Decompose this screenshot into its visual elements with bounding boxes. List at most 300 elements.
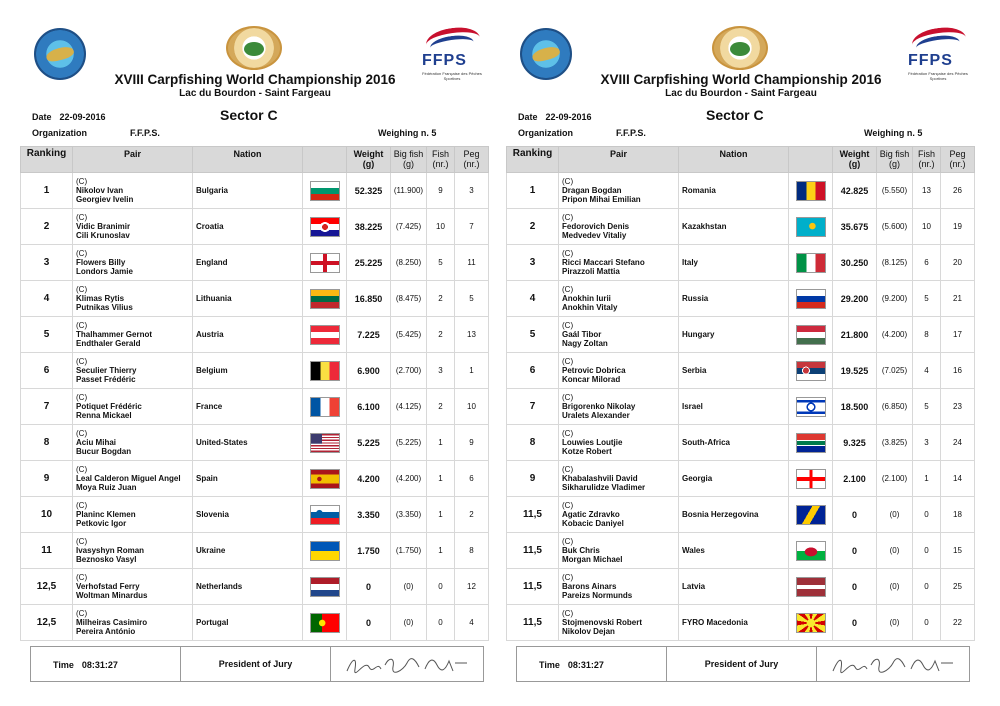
pair-cell (559, 461, 679, 497)
pair-cell (73, 533, 193, 569)
flag-cell (789, 533, 833, 569)
fish-count-cell: 0 (913, 605, 941, 641)
israel-flag-icon (796, 397, 826, 417)
championship-emblem-logo (712, 26, 768, 70)
flag-cell (789, 389, 833, 425)
flag-cell (303, 425, 347, 461)
results-sheet-left (20, 0, 490, 706)
weight-cell: 6.100 (347, 389, 391, 425)
pair-member-1: Louwies Loutjie (562, 438, 623, 447)
wales-flag-icon (796, 541, 826, 561)
pair-member-1: Stojmenovski Robert (562, 618, 643, 627)
rank-cell: 4 (507, 281, 559, 317)
nation-cell: Bulgaria (193, 173, 303, 209)
weight-cell: 7.225 (347, 317, 391, 353)
pair-member-1: Milheiras Casimiro (76, 618, 148, 627)
peg-cell: 21 (941, 281, 975, 317)
captain-mark: (C) (76, 573, 88, 582)
fish-count-cell: 0 (427, 569, 455, 605)
nation-cell: Portugal (193, 605, 303, 641)
header-fish (427, 147, 455, 173)
captain-mark: (C) (562, 429, 574, 438)
weight-cell: 21.800 (833, 317, 877, 353)
flag-cell (303, 209, 347, 245)
peg-cell: 19 (941, 209, 975, 245)
big-fish-cell: (7.025) (877, 353, 913, 389)
flag-cell (789, 209, 833, 245)
flag-cell (303, 605, 347, 641)
peg-cell: 3 (455, 173, 489, 209)
table-row (507, 281, 975, 317)
rank-cell: 11,5 (507, 605, 559, 641)
header-big-unit: (g) (889, 159, 900, 169)
rank-cell: 2 (21, 209, 73, 245)
big-fish-cell: (0) (877, 605, 913, 641)
nation-cell: Croatia (193, 209, 303, 245)
table-row (507, 569, 975, 605)
captain-mark: (C) (562, 285, 574, 294)
ffps-logo-subtext: Fédération Française des Pêches Sportives (908, 71, 968, 81)
captain-mark: (C) (562, 357, 574, 366)
big-fish-cell: (5.550) (877, 173, 913, 209)
weight-cell: 35.675 (833, 209, 877, 245)
header-peg-unit: (nr.) (463, 159, 480, 169)
pair-cell (73, 245, 193, 281)
nation-cell: Netherlands (193, 569, 303, 605)
table-row (507, 245, 975, 281)
header-peg-label: Peg (463, 149, 480, 159)
header-weight-unit: (g) (362, 159, 375, 169)
captain-mark: (C) (76, 285, 88, 294)
southafrica-flag-icon (796, 433, 826, 453)
pair-cell (559, 245, 679, 281)
rank-cell: 11,5 (507, 533, 559, 569)
pair-member-2: Beznosko Vasyl (76, 555, 137, 564)
results-sheet-right (506, 0, 976, 706)
pair-member-2: Pripon Mihai Emilian (562, 195, 641, 204)
page-subtitle: Lac du Bourdon - Saint Fargeau (179, 88, 331, 99)
organization-label: Organization (518, 128, 574, 138)
peg-cell: 24 (941, 425, 975, 461)
weight-cell: 0 (347, 605, 391, 641)
captain-mark: (C) (562, 213, 574, 222)
table-row (507, 461, 975, 497)
nation-cell: Russia (679, 281, 789, 317)
big-fish-cell: (0) (391, 569, 427, 605)
table-row (21, 281, 489, 317)
rank-cell: 3 (21, 245, 73, 281)
peg-cell: 17 (941, 317, 975, 353)
captain-mark: (C) (76, 321, 88, 330)
pair-member-1: Brigorenko Nikolay (562, 402, 636, 411)
header-weight-unit: (g) (848, 159, 861, 169)
big-fish-cell: (0) (877, 497, 913, 533)
spain-flag-icon (310, 469, 340, 489)
rank-cell: 6 (507, 353, 559, 389)
big-fish-cell: (1.750) (391, 533, 427, 569)
table-row (21, 353, 489, 389)
header-fish-label: Fish (431, 149, 449, 159)
nation-cell: Lithuania (193, 281, 303, 317)
big-fish-cell: (0) (391, 605, 427, 641)
fish-count-cell: 10 (913, 209, 941, 245)
fish-count-cell: 6 (913, 245, 941, 281)
fish-count-cell: 2 (427, 281, 455, 317)
weight-cell: 6.900 (347, 353, 391, 389)
page-subtitle: Lac du Bourdon - Saint Fargeau (665, 88, 817, 99)
peg-cell: 5 (455, 281, 489, 317)
weight-cell: 42.825 (833, 173, 877, 209)
big-fish-cell: (4.125) (391, 389, 427, 425)
nation-cell: Bosnia Herzegovina (679, 497, 789, 533)
weight-cell: 0 (833, 569, 877, 605)
table-row (21, 569, 489, 605)
big-fish-cell: (8.250) (391, 245, 427, 281)
captain-mark: (C) (76, 501, 88, 510)
nation-cell: Kazakhstan (679, 209, 789, 245)
nation-cell: Belgium (193, 353, 303, 389)
peg-cell: 13 (455, 317, 489, 353)
pair-member-2: Renna Mickael (76, 411, 132, 420)
big-fish-cell: (6.850) (877, 389, 913, 425)
fish-count-cell: 10 (427, 209, 455, 245)
header-ranking: Ranking (21, 147, 73, 173)
italy-flag-icon (796, 253, 826, 273)
pair-member-2: Nagy Zoltan (562, 339, 608, 348)
header-ranking: Ranking (507, 147, 559, 173)
table-row (507, 353, 975, 389)
hungary-flag-icon (796, 325, 826, 345)
pair-member-2: Woltman Minardus (76, 591, 148, 600)
rank-cell: 9 (507, 461, 559, 497)
header-nation: Nation (679, 147, 789, 173)
pair-member-1: Klimas Rytis (76, 294, 125, 303)
pair-member-2: Koncar Milorad (562, 375, 621, 384)
footer-box (516, 646, 970, 682)
fish-count-cell: 1 (427, 425, 455, 461)
nation-cell: Spain (193, 461, 303, 497)
romania-flag-icon (796, 181, 826, 201)
big-fish-cell: (9.200) (877, 281, 913, 317)
pair-member-2: Georgiev Ivelin (76, 195, 134, 204)
table-row (507, 317, 975, 353)
rank-cell: 11,5 (507, 569, 559, 605)
header-flag (303, 147, 347, 173)
nation-cell: France (193, 389, 303, 425)
weight-cell: 52.325 (347, 173, 391, 209)
flag-cell (303, 353, 347, 389)
pair-member-1: Verhofstad Ferry (76, 582, 140, 591)
big-fish-cell: (8.125) (877, 245, 913, 281)
sector-title: Sector C (706, 107, 764, 123)
table-row (21, 173, 489, 209)
pair-cell (559, 569, 679, 605)
weight-cell: 0 (833, 533, 877, 569)
header-fish-unit: (nr.) (432, 159, 449, 169)
table-row (21, 317, 489, 353)
time-value: 08:31:27 (81, 660, 118, 670)
fish-count-cell: 0 (913, 533, 941, 569)
rank-cell: 9 (21, 461, 73, 497)
weight-cell: 30.250 (833, 245, 877, 281)
nation-cell: Serbia (679, 353, 789, 389)
nation-cell: Romania (679, 173, 789, 209)
pair-member-2: Londors Jamie (76, 267, 133, 276)
header-big-fish (391, 147, 427, 173)
weight-cell: 4.200 (347, 461, 391, 497)
captain-mark: (C) (562, 321, 574, 330)
pair-cell (73, 425, 193, 461)
fish-count-cell: 1 (427, 533, 455, 569)
captain-mark: (C) (562, 249, 574, 258)
weight-cell: 0 (833, 497, 877, 533)
bulgaria-flag-icon (310, 181, 340, 201)
header-peg-unit: (nr.) (949, 159, 966, 169)
pair-cell (559, 317, 679, 353)
header-weight-label: Weight (353, 149, 384, 159)
flag-cell (789, 245, 833, 281)
belgium-flag-icon (310, 361, 340, 381)
fish-count-cell: 5 (913, 281, 941, 317)
serbia-flag-icon (796, 361, 826, 381)
kazakhstan-flag-icon (796, 217, 826, 237)
nation-cell: Ukraine (193, 533, 303, 569)
peg-cell: 7 (455, 209, 489, 245)
fish-count-cell: 2 (427, 389, 455, 425)
pair-member-2: Medvedev Vitaliy (562, 231, 627, 240)
nation-cell: Israel (679, 389, 789, 425)
austria-flag-icon (310, 325, 340, 345)
flag-cell (789, 569, 833, 605)
fish-count-cell: 0 (913, 569, 941, 605)
captain-mark: (C) (76, 249, 88, 258)
fish-count-cell: 5 (913, 389, 941, 425)
big-fish-cell: (3.350) (391, 497, 427, 533)
flag-cell (789, 497, 833, 533)
pair-cell (73, 317, 193, 353)
rank-cell: 10 (21, 497, 73, 533)
rank-cell: 8 (21, 425, 73, 461)
weight-cell: 5.225 (347, 425, 391, 461)
ukraine-flag-icon (310, 541, 340, 561)
fish-count-cell: 3 (913, 425, 941, 461)
fish-count-cell: 1 (427, 497, 455, 533)
table-row (21, 389, 489, 425)
lithuania-flag-icon (310, 289, 340, 309)
captain-mark: (C) (76, 393, 88, 402)
president-of-jury-label: President of Jury (181, 647, 331, 681)
pair-member-1: Anokhin Iurii (562, 294, 611, 303)
pair-member-1: Planinc Klemen (76, 510, 136, 519)
nation-cell: Austria (193, 317, 303, 353)
pair-cell (559, 389, 679, 425)
pair-member-2: Pareizs Normunds (562, 591, 633, 600)
pair-cell (73, 209, 193, 245)
pair-member-2: Bucur Bogdan (76, 447, 132, 456)
big-fish-cell: (11.900) (391, 173, 427, 209)
header-weight (347, 147, 391, 173)
captain-mark: (C) (562, 537, 574, 546)
jury-signature (343, 653, 473, 677)
peg-cell: 11 (455, 245, 489, 281)
date-line (32, 112, 106, 122)
weight-cell: 25.225 (347, 245, 391, 281)
fish-count-cell: 3 (427, 353, 455, 389)
big-fish-cell: (3.825) (877, 425, 913, 461)
nation-cell: FYRO Macedonia (679, 605, 789, 641)
table-row (507, 389, 975, 425)
fish-count-cell: 0 (913, 497, 941, 533)
pair-cell (73, 461, 193, 497)
captain-mark: (C) (76, 357, 88, 366)
table-row (507, 533, 975, 569)
peg-cell: 1 (455, 353, 489, 389)
rank-cell: 5 (507, 317, 559, 353)
captain-mark: (C) (562, 609, 574, 618)
flag-cell (303, 569, 347, 605)
big-fish-cell: (5.225) (391, 425, 427, 461)
pair-member-2: Morgan Michael (562, 555, 623, 564)
pair-cell (73, 353, 193, 389)
results-table (506, 146, 975, 641)
captain-mark: (C) (562, 465, 574, 474)
captain-mark: (C) (76, 429, 88, 438)
latvia-flag-icon (796, 577, 826, 597)
rank-cell: 5 (21, 317, 73, 353)
pair-member-2: Cili Krunoslav (76, 231, 130, 240)
pair-member-1: Flowers Billy (76, 258, 126, 267)
rank-cell: 7 (507, 389, 559, 425)
pair-cell (73, 497, 193, 533)
pair-cell (559, 209, 679, 245)
pair-member-2: Moya Ruiz Juan (76, 483, 137, 492)
rank-cell: 1 (507, 173, 559, 209)
peg-cell: 18 (941, 497, 975, 533)
footer-box (30, 646, 484, 682)
nation-cell: Latvia (679, 569, 789, 605)
peg-cell: 8 (455, 533, 489, 569)
flag-cell (303, 497, 347, 533)
footer-time (31, 647, 181, 681)
table-header-row (21, 147, 489, 173)
big-fish-cell: (4.200) (877, 317, 913, 353)
table-row (507, 173, 975, 209)
rank-cell: 7 (21, 389, 73, 425)
pair-member-1: Aciu Mihai (76, 438, 117, 447)
rank-cell: 11 (21, 533, 73, 569)
ffps-logo-text: FFPS (908, 52, 953, 69)
peg-cell: 14 (941, 461, 975, 497)
header-fish (913, 147, 941, 173)
peg-cell: 26 (941, 173, 975, 209)
organization-value: F.F.P.S. (616, 128, 646, 138)
georgia-flag-icon (796, 469, 826, 489)
pair-member-1: Leal Calderon Miguel Angel (76, 474, 181, 483)
header-big-label: Big fish (393, 149, 424, 159)
rank-cell: 12,5 (21, 605, 73, 641)
peg-cell: 23 (941, 389, 975, 425)
flag-cell (789, 461, 833, 497)
flag-cell (789, 425, 833, 461)
page-title: XVIII Carpfishing World Championship 2016 (114, 72, 396, 87)
header-pair: Pair (559, 147, 679, 173)
table-row (507, 605, 975, 641)
header-peg (455, 147, 489, 173)
nation-cell: Italy (679, 245, 789, 281)
header-big-label: Big fish (879, 149, 910, 159)
nation-cell: South-Africa (679, 425, 789, 461)
fish-count-cell: 4 (913, 353, 941, 389)
table-row (21, 461, 489, 497)
captain-mark: (C) (562, 393, 574, 402)
pair-member-1: Agatic Zdravko (562, 510, 620, 519)
results-table (20, 146, 489, 641)
flag-cell (789, 317, 833, 353)
pair-cell (559, 425, 679, 461)
rank-cell: 4 (21, 281, 73, 317)
date-value: 22-09-2016 (59, 112, 106, 122)
rank-cell: 6 (21, 353, 73, 389)
weight-cell: 2.100 (833, 461, 877, 497)
flag-cell (303, 317, 347, 353)
england-flag-icon (310, 253, 340, 273)
table-row (21, 533, 489, 569)
russia-flag-icon (796, 289, 826, 309)
flag-cell (303, 173, 347, 209)
flag-cell (789, 281, 833, 317)
captain-mark: (C) (76, 465, 88, 474)
pair-cell (559, 497, 679, 533)
organization-label: Organization (32, 128, 88, 138)
fish-count-cell: 5 (427, 245, 455, 281)
captain-mark: (C) (76, 609, 88, 618)
pair-cell (73, 173, 193, 209)
rank-cell: 11,5 (507, 497, 559, 533)
weight-cell: 0 (833, 605, 877, 641)
flag-cell (789, 353, 833, 389)
croatia-flag-icon (310, 217, 340, 237)
fish-count-cell: 2 (427, 317, 455, 353)
pair-cell (73, 389, 193, 425)
sector-title: Sector C (220, 107, 278, 123)
pair-member-2: Pirazzoli Mattia (562, 267, 620, 276)
table-row (507, 425, 975, 461)
pair-cell (73, 605, 193, 641)
netherlands-flag-icon (310, 577, 340, 597)
table-row (21, 245, 489, 281)
captain-mark: (C) (562, 573, 574, 582)
weight-cell: 38.225 (347, 209, 391, 245)
pair-cell (559, 173, 679, 209)
captain-mark: (C) (76, 213, 88, 222)
pair-member-1: Potiquet Frédéric (76, 402, 142, 411)
table-row (507, 209, 975, 245)
pair-member-2: Pereira António (76, 627, 136, 636)
portugal-flag-icon (310, 613, 340, 633)
weighing-number: Weighing n. 5 (864, 128, 923, 138)
pair-member-1: Barons Ainars (562, 582, 617, 591)
big-fish-cell: (4.200) (391, 461, 427, 497)
header-fish-unit: (nr.) (918, 159, 935, 169)
pair-cell (559, 353, 679, 389)
captain-mark: (C) (76, 177, 88, 186)
rank-cell: 1 (21, 173, 73, 209)
pair-member-1: Petrovic Dobrica (562, 366, 626, 375)
peg-cell: 16 (941, 353, 975, 389)
peg-cell: 4 (455, 605, 489, 641)
pair-member-1: Fedorovich Denis (562, 222, 630, 231)
table-row (507, 497, 975, 533)
